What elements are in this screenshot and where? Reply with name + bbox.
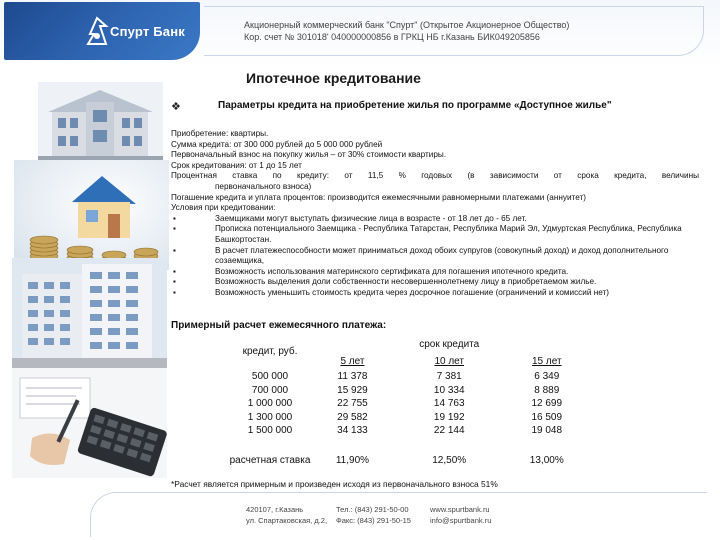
param-amount: Сумма кредита: от 300 000 рублей до 5 000 000 рублей — [171, 139, 383, 149]
section-heading: Параметры кредита на приобретение жилья по программе «Доступное жилье" — [218, 100, 612, 111]
footer-website-link[interactable]: www.spurtbank.ru — [430, 505, 490, 514]
table-cell: 1 000 000 — [247, 398, 293, 410]
bank-building-image — [38, 82, 163, 162]
loan-parameters — [171, 129, 699, 299]
rate-10y: 12,50% — [432, 454, 467, 466]
house-coins-image — [14, 160, 169, 270]
list-item: ▪ Прописка потенциального Заемщика - Республика Татарстан, Республика Марий Эл, Удмуртская Республика, Республика Башкортостан. — [171, 224, 699, 245]
param-rate: Процентная ставка по кредиту: от 11,5 % годовых (в зависимости от срока кредита, величины — [171, 171, 699, 181]
table-cell: 1 500 000 — [247, 425, 293, 437]
bank-logo — [4, 2, 200, 60]
amounts-column — [222, 368, 318, 440]
payments-15y-column — [512, 368, 582, 440]
param-rate-cont: первоначального взноса) — [215, 181, 312, 191]
rate-5y: 11,90% — [335, 454, 370, 466]
table-cell: 29 582 — [337, 411, 368, 423]
table-cell: 10 334 — [433, 384, 465, 396]
page-title: Ипотечное кредитование — [246, 70, 421, 86]
list-item: ▪ Возможность использования материнского сертификата для погашения ипотечного кредита. — [171, 267, 699, 278]
list-item: ▪ Заемщиками могут выступать физические лица в возрасте - от 18 лет до - 65 лет. — [171, 214, 699, 225]
table-cell: 11 378 — [337, 371, 368, 383]
bank-info — [204, 6, 704, 56]
conditions-list — [171, 214, 699, 299]
param-purchase: Приобретение: квартиры. — [171, 129, 269, 138]
table-cell: 14 763 — [433, 398, 465, 410]
param-repayment: Погашение кредита и уплата процентов: производится ежемесячными равномерными платежами (аннуитет) — [171, 192, 586, 202]
table-cell: 22 755 — [337, 398, 368, 410]
footer-web — [430, 504, 491, 526]
table-cell: 12 699 — [531, 398, 563, 410]
footer-fax: Факс: (843) 291-50-15 — [336, 516, 411, 525]
spurt-logo-icon — [84, 16, 110, 46]
term-5: 5 лет — [340, 355, 365, 367]
table-cell: 700 000 — [251, 384, 289, 396]
param-term: Срок кредитования: от 1 до 15 лет — [171, 160, 302, 170]
bank-info-line-2: Кор. счет № 301018' 040000000856 в ГРКЦ НБ г.Казань БИК049205856 — [244, 32, 540, 42]
footer-address — [246, 504, 327, 526]
table-cell: 6 349 — [534, 371, 560, 383]
keyboard-calculator-image — [12, 368, 167, 478]
calc-title: Примерный расчет ежемесячного платежа: — [171, 320, 387, 331]
term-15: 15 лет — [531, 355, 562, 367]
payments-5y-column — [318, 368, 387, 440]
footer-tel: Тел.: (843) 291-50-00 — [336, 505, 409, 514]
param-conditions-label: Условия при кредитовании: — [171, 203, 276, 213]
param-down-payment: Первоначальный взнос на покупку жилья – от 30% стоимости квартиры. — [171, 150, 447, 160]
apartment-building-image — [12, 258, 167, 368]
table-cell: 19 192 — [433, 411, 465, 423]
term-10: 10 лет — [434, 355, 464, 367]
payment-table — [222, 334, 582, 480]
rate-15y: 13,00% — [529, 454, 564, 466]
bank-info-line-1: Акционерный коммерческий банк "Спурт" (Открытое Акционерное Общество) — [244, 20, 570, 30]
list-item: ▪ Возможность выделения доли собственности несовершеннолетнему лицу в приобретаемом жилье. — [171, 277, 699, 288]
table-cell: 34 133 — [337, 425, 368, 437]
credit-label: кредит, руб. — [242, 345, 298, 357]
table-cell: 22 144 — [433, 425, 465, 437]
rate-label: расчетная ставка — [229, 454, 311, 466]
footer-address-line-2: ул. Спартаковская, д.2, — [246, 516, 328, 525]
footnote: *Расчет является примерным и произведен исходя из первоначального взноса 51% — [171, 479, 498, 489]
term-label: срок кредита — [419, 338, 480, 350]
diamond-bullet-icon: ❖ — [171, 101, 181, 113]
table-cell: 500 000 — [251, 371, 289, 383]
footer-email-link[interactable]: info@spurtbank.ru — [430, 516, 492, 525]
table-cell: 7 381 — [436, 371, 462, 383]
table-cell: 8 889 — [534, 384, 560, 396]
list-item: ▪ Возможность уменьшить стоимость кредита через досрочное погашение (ограничений и комиссий нет) — [171, 288, 699, 299]
footer-address-line-1: 420107, г.Казань — [246, 505, 304, 514]
table-cell: 1 300 000 — [247, 411, 293, 423]
payments-10y-column — [387, 368, 512, 440]
footer-phones — [336, 504, 411, 526]
list-item: ▪ В расчет платежеспособности может приниматься доход обоих супругов (совокупный доход) и доход дополнительного созаемщика, — [171, 246, 699, 267]
table-cell: 19 048 — [531, 425, 563, 437]
table-cell: 16 509 — [531, 411, 563, 423]
table-cell: 15 929 — [337, 384, 368, 396]
logo-text: Спурт Банк — [110, 23, 185, 39]
